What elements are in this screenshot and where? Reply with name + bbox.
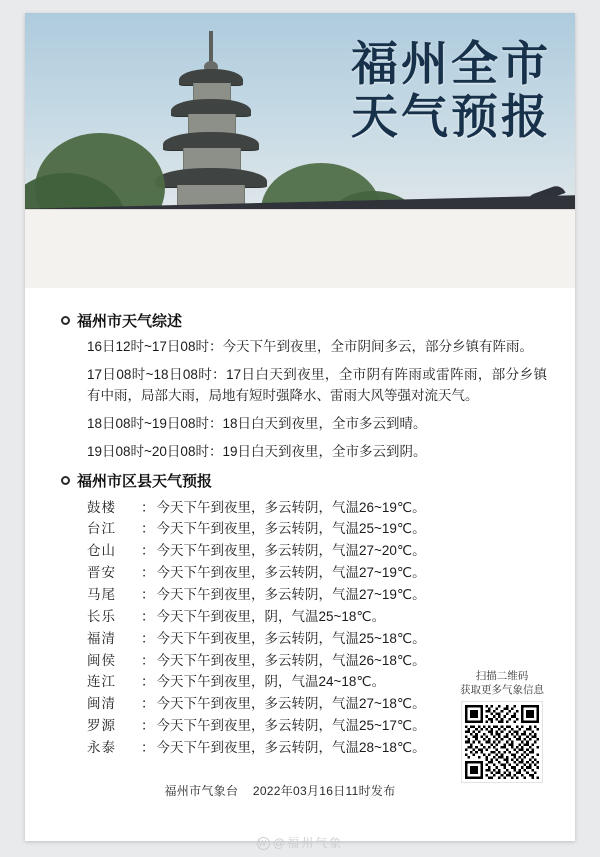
district-forecast-text: 今天下午到夜里，多云转阴，气温25~19℃。 [156, 521, 426, 537]
separator: ： [141, 630, 155, 646]
bullet-icon [61, 476, 70, 485]
summary-paragraph-3: 18日08时~19日08时：18日白天到夜里，全市多云到晴。 [87, 415, 427, 431]
qr-code-svg [465, 705, 539, 779]
issue-timestamp: 2022年03月16日11时发布 [252, 784, 396, 798]
summary-paragraph-2: 17日08时~18日08时：17日白天到夜里，全市阴有阵雨或雷阵雨，部分乡镇有中雨，局部大雨，局地有短时强降水、雷雨大风等强对流天气。 [87, 366, 547, 403]
watermark [0, 834, 600, 851]
list-item [87, 584, 553, 606]
issue-line [25, 782, 575, 799]
hero-image [25, 13, 575, 288]
poster-card [25, 13, 575, 841]
watermark-text: @福州气象 [272, 836, 344, 850]
district-name: 闽清 [87, 696, 116, 712]
separator: ： [141, 740, 155, 756]
summary-paragraph-1: 16日12时~17日08时：今天下午到夜里，全市阴间多云，部分乡镇有阵雨。 [87, 339, 533, 354]
district-name: 连江 [87, 674, 116, 690]
section-heading-district-forecast [61, 470, 553, 491]
district-name: 长乐 [87, 608, 116, 624]
section-heading-district-label: 福州市区县天气预报 [77, 472, 213, 490]
district-forecast-text: 今天下午到夜里，阴，气温25~18℃。 [156, 608, 386, 624]
bullet-icon [61, 316, 70, 325]
qr-code-icon[interactable] [461, 701, 543, 783]
district-forecast-text: 今天下午到夜里，多云转阴，气温27~19℃。 [156, 587, 426, 603]
list-item [87, 606, 553, 628]
list-item [87, 540, 553, 562]
list-item [87, 497, 553, 519]
separator: ： [141, 608, 155, 624]
district-name: 鼓楼 [87, 499, 116, 515]
weibo-icon: W [258, 839, 269, 849]
list-item [87, 518, 553, 540]
qr-caption-line-1: 扫描二维码 [475, 669, 529, 682]
separator: ： [141, 587, 155, 603]
district-name: 永泰 [87, 740, 116, 756]
page-title [351, 39, 551, 144]
section-heading-summary-label: 福州市天气综述 [77, 313, 183, 330]
district-name: 福清 [87, 630, 116, 646]
summary-paragraph-4: 19日08时~20日08时：19日白天到夜里，全市多云到阴。 [87, 443, 427, 459]
district-name: 马尾 [87, 587, 116, 603]
white-wall [25, 209, 575, 288]
separator: ： [141, 652, 155, 668]
qr-caption [455, 669, 549, 697]
separator: ： [141, 696, 155, 712]
title-line-2: 天气预报 [351, 89, 551, 145]
district-name: 仓山 [87, 543, 116, 559]
section-heading-summary [61, 310, 553, 331]
list-item [87, 562, 553, 584]
district-forecast-text: 今天下午到夜里，阴，气温24~18℃。 [156, 674, 386, 690]
qr-block [455, 669, 549, 783]
separator: ： [141, 565, 155, 581]
separator: ： [141, 543, 155, 559]
district-forecast-text: 今天下午到夜里，多云转阴，气温26~19℃。 [156, 499, 426, 515]
district-name: 罗源 [87, 718, 116, 734]
qr-caption-line-2: 获取更多气象信息 [460, 683, 544, 696]
district-forecast-text: 今天下午到夜里，多云转阴，气温25~17℃。 [156, 718, 426, 734]
separator: ： [141, 499, 155, 515]
district-forecast-text: 今天下午到夜里，多云转阴，气温28~18℃。 [156, 740, 426, 756]
issuer-name: 福州市气象台 [164, 784, 239, 798]
district-forecast-text: 今天下午到夜里，多云转阴，气温25~18℃。 [156, 630, 426, 646]
district-forecast-text: 今天下午到夜里，多云转阴，气温27~18℃。 [156, 696, 426, 712]
district-forecast-text: 今天下午到夜里，多云转阴，气温27~20℃。 [156, 543, 426, 559]
district-forecast-text: 今天下午到夜里，多云转阴，气温27~19℃。 [156, 565, 426, 581]
district-name: 台江 [87, 521, 116, 537]
separator: ： [141, 674, 155, 690]
title-line-1: 福州全市 [351, 37, 551, 92]
list-item [87, 628, 553, 650]
district-forecast-text: 今天下午到夜里，多云转阴，气温26~18℃。 [156, 652, 426, 668]
district-name: 晋安 [87, 565, 116, 581]
district-name: 闽侯 [87, 652, 116, 668]
separator: ： [141, 521, 155, 537]
separator: ： [141, 718, 155, 734]
